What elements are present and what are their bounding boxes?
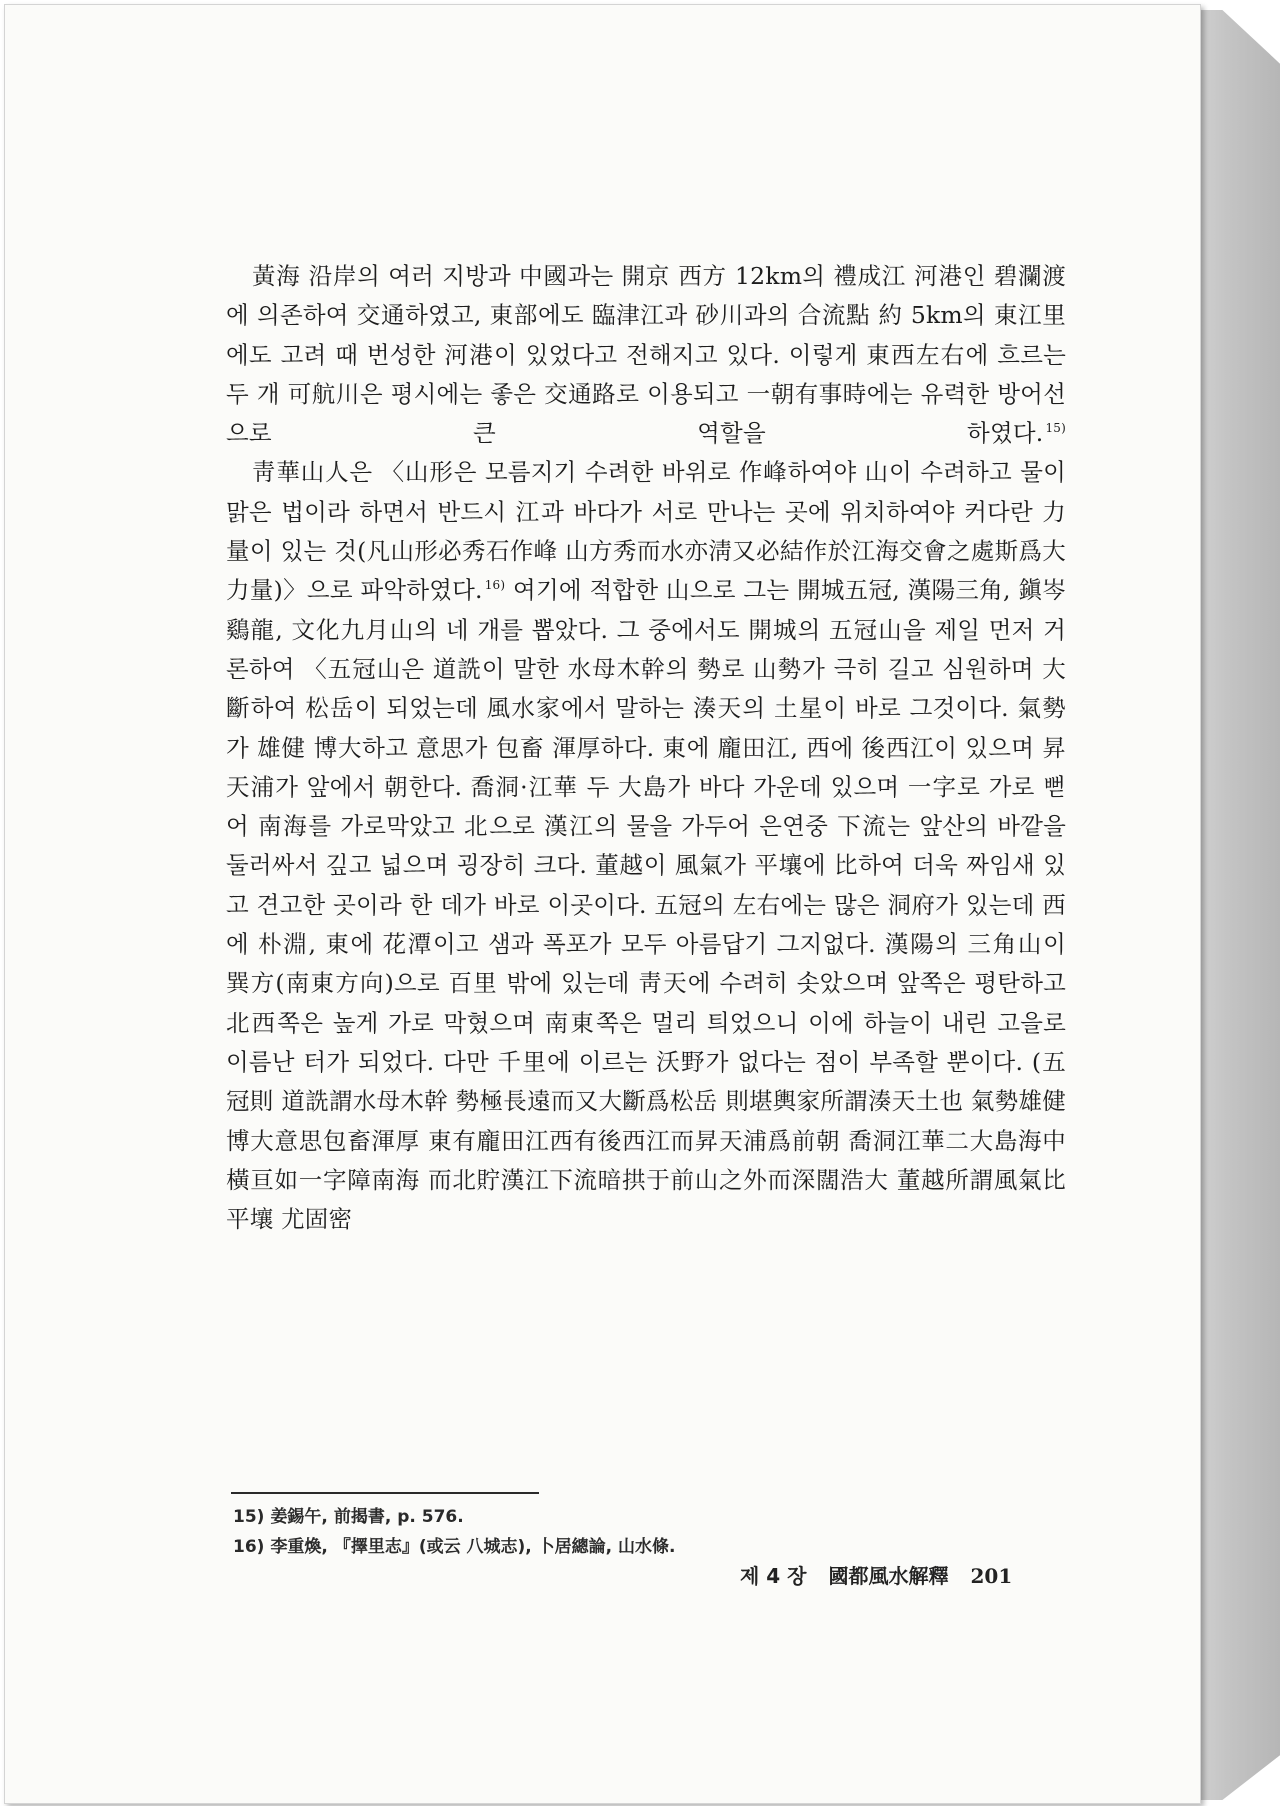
footnote-16 bbox=[233, 1532, 675, 1562]
footnote-15 bbox=[233, 1502, 675, 1532]
footnotes bbox=[233, 1502, 675, 1562]
footer-title: 國都風水解釋 bbox=[828, 1564, 949, 1588]
footnote-ref-15: 15) bbox=[1045, 421, 1066, 436]
paragraph-1 bbox=[226, 257, 1066, 453]
book-page bbox=[4, 4, 1201, 1804]
paragraph-2-continuation: 여기에 적합한 山으로 그는 開城五冠, 漢陽三角, 鎭岑鷄龍, 文化九月山의 네 개를 뽑았다. 그 중에서도 開城의 五冠山을 제일 먼저 거론하여 〈五冠山은 道詵이 말한 水母木幹의 勢로 山勢가 극히 길고 심원하며 大斷하여 松岳이 되었는데 風水家에서 말하는 湊天의 土星이 바로 그것이다. 氣勢가 雄健 博大하고 意思가 包畜 渾厚하다. 東에 龐田江, 西에 後西江이 있으며 昇天浦가 앞에서 朝한다. 喬洞·江華 두 大島가 바다 가운데 있으며 一字로 가로 뻗어 南海를 가로막았고 北으로 漢江의 물을 가두어 은연중 下流는 앞산의 바깥을 둘러싸서 깊고 넓으며 굉장히 크다. 董越이 風氣가 平壤에 比하여 더욱 짜임새 있고 견고한 곳이라 한 데가 바로 이곳이다. 五冠의 左右에는 많은 洞府가 있는데 西에 朴淵, 東에 花潭이고 샘과 폭포가 모두 아름답기 그지없다. 漢陽의 三角山이 巽方(南東方向)으로 百里 밖에 있는데 靑天에 수려히 솟았으며 앞쪽은 평탄하고 北西쪽은 높게 가로 막혔으며 南東쪽은 멀리 틔었으니 이에 하늘이 내린 고을로 이름난 터가 되었다. 다만 千里에 이르는 沃野가 없다는 점이 부족할 뿐이다. (五冠則 道詵謂水母木幹 勢極長遠而又大斷爲松岳 則堪輿家所謂湊天土也 氣勢雄健博大意思包畜渾厚 東有龐田江西有後西江而昇天浦爲前朝 喬洞江華二大島海中橫亘如一字障南海 而北貯漢江下流暗拱于前山之外而深闊浩大 董越所謂風氣比平壤 尤固密 bbox=[226, 576, 1066, 1234]
paragraph-2-text: 靑華山人은 〈山形은 모름지기 수려한 바위로 作峰하여야 山이 수려하고 물이 맑은 법이라 하면서 반드시 江과 바다가 서로 만나는 곳에 위치하여야 커다란 力量이 있는 것(凡山形必秀石作峰 山方秀而水亦淸又必結作於江海交會之處斯爲大力量)〉으로 파악하였다. bbox=[226, 458, 1066, 605]
body-text bbox=[226, 257, 1066, 1239]
footnote-text: 李重煥, 『擇里志』(或云 八城志), 卜居總論, 山水條. bbox=[270, 1537, 676, 1557]
page-number: 201 bbox=[970, 1564, 1013, 1588]
footer-chapter: 제 4 장 bbox=[740, 1564, 807, 1588]
running-footer bbox=[740, 1560, 1012, 1589]
footnote-number: 16) bbox=[233, 1537, 265, 1557]
footnote-text: 姜錫午, 前揭書, p. 576. bbox=[270, 1507, 464, 1527]
footnote-number: 15) bbox=[233, 1507, 265, 1527]
paragraph-2 bbox=[226, 453, 1066, 1239]
paragraph-1-text: 黃海 沿岸의 여러 지방과 中國과는 開京 西方 12km의 禮成江 河港인 碧瀾渡에 의존하여 交通하였고, 東部에도 臨津江과 砂川과의 合流點 約 5km의 東江里에도 고려 때 번성한 河港이 있었다고 전해지고 있다. 이렇게 東西左右에 흐르는 두 개 可航川은 평시에는 좋은 交通路로 이용되고 一朝有事時에는 유력한 방어선으로 큰 역할을 하였다. bbox=[226, 262, 1066, 448]
footnote-ref-16: 16) bbox=[484, 578, 506, 593]
footnote-rule bbox=[231, 1492, 539, 1494]
